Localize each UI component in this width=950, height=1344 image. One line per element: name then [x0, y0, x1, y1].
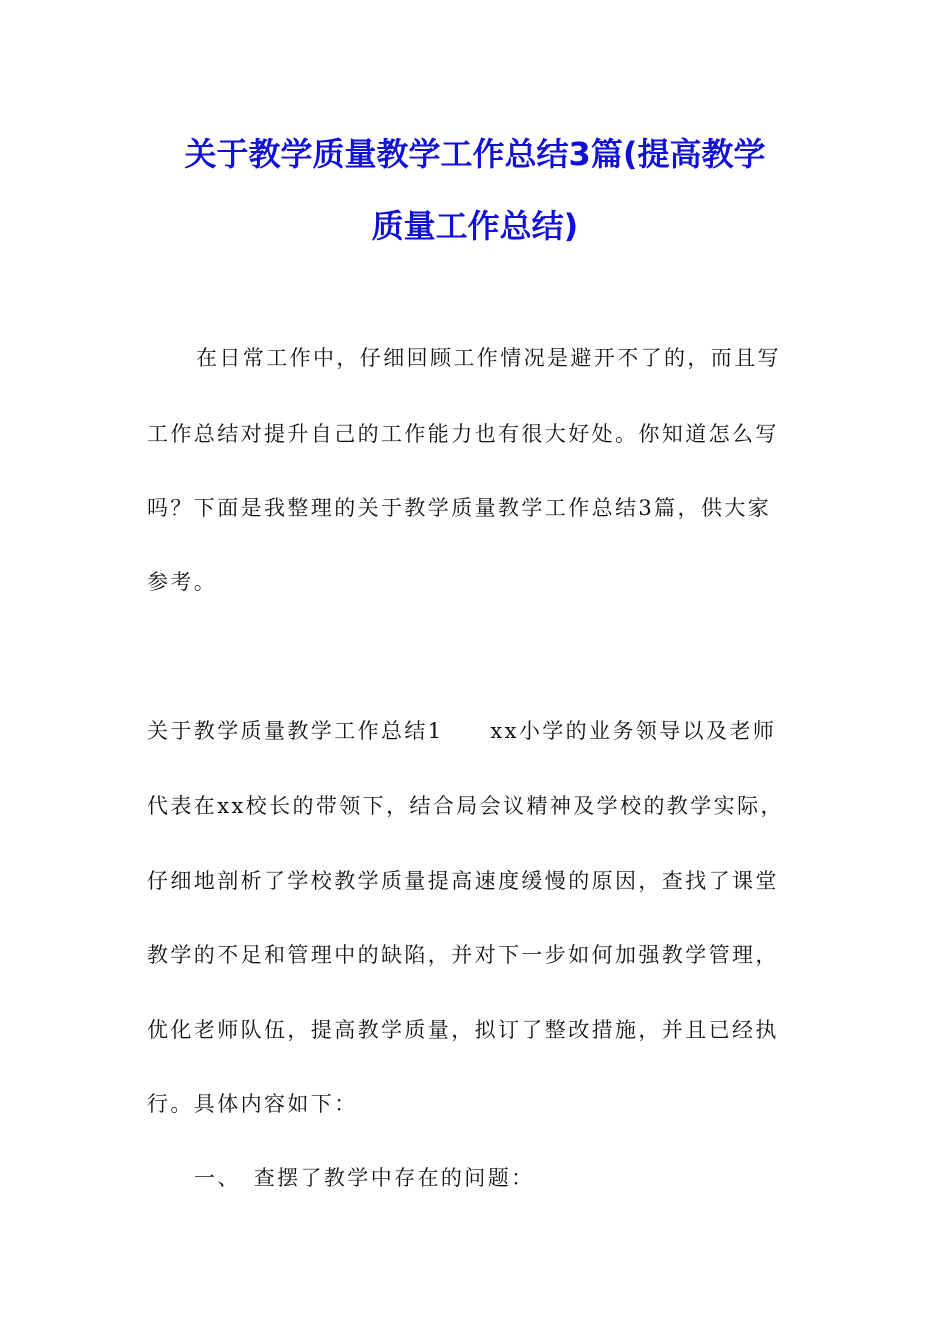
- section-paragraph-line: 优化老师队伍，提高教学质量，拟订了整改措施，并且已经执: [147, 1018, 779, 1042]
- section-paragraph-line: 教学的不足和管理中的缺陷，并对下一步如何加强教学管理，: [147, 943, 779, 967]
- section-paragraph-line: 代表在xx校长的带领下，结合局会议精神及学校的教学实际，: [147, 794, 784, 818]
- section-paragraph-line: 行。具体内容如下：: [147, 1092, 358, 1116]
- intro-paragraph-line: 吗？下面是我整理的关于教学质量教学工作总结3篇，供大家: [147, 496, 772, 520]
- section-paragraph-line: 仔细地剖析了学校教学质量提高速度缓慢的原因，查找了课堂: [147, 869, 779, 893]
- intro-paragraph-line: 工作总结对提升自己的工作能力也有很大好处。你知道怎么写: [147, 422, 779, 446]
- document-title-line-2: 质量工作总结): [371, 207, 579, 245]
- intro-paragraph-line: 参考。: [147, 570, 218, 594]
- intro-paragraph-line: 在日常工作中，仔细回顾工作情况是避开不了的，而且写: [196, 346, 781, 370]
- section-paragraph-line: 关于教学质量教学工作总结1 xx小学的业务领导以及老师: [147, 719, 777, 743]
- document-title-line-1: 关于教学质量教学工作总结3篇(提高教学: [184, 135, 766, 173]
- section-subheading: 一、 查摆了教学中存在的问题：: [194, 1166, 535, 1190]
